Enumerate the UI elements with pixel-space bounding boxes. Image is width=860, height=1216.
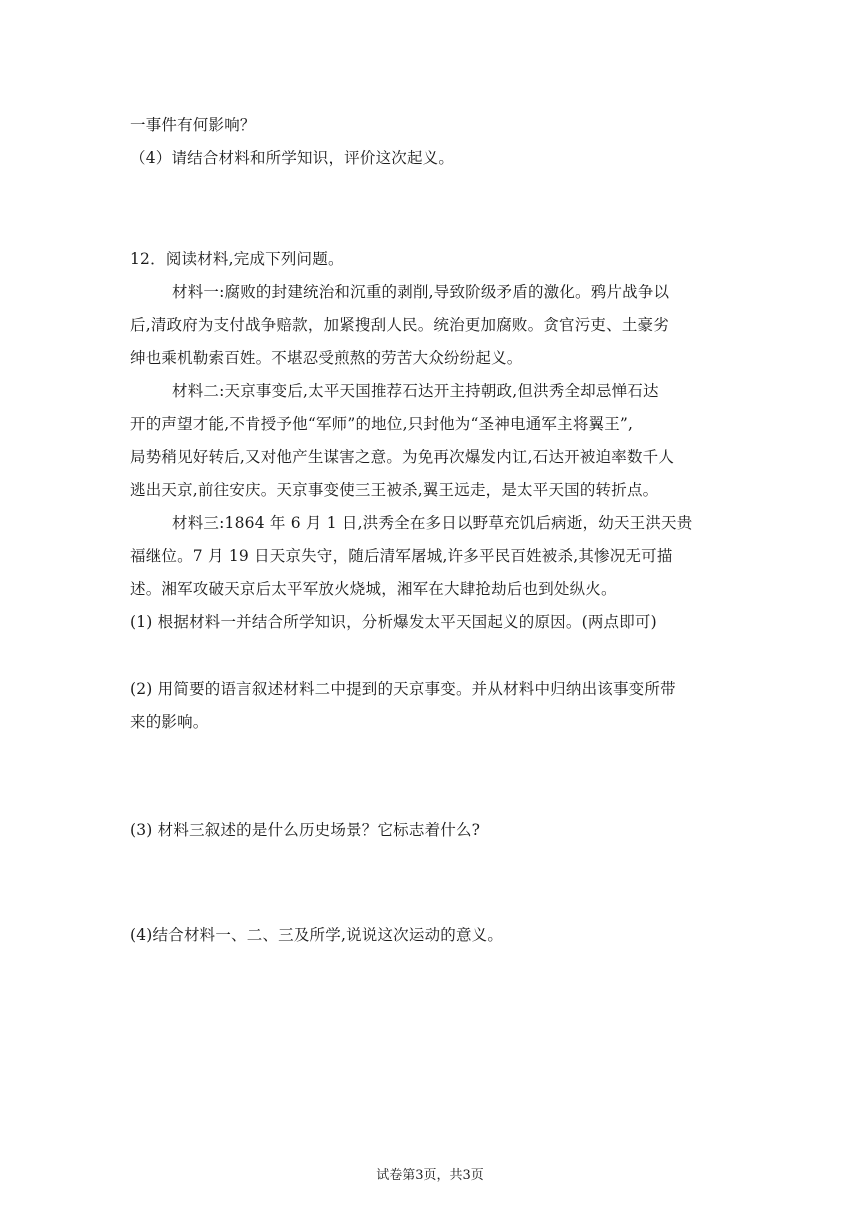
question-12-heading: 12．阅读材料,完成下列问题。 xyxy=(130,250,344,268)
material-2-line-2: 开的声望才能,不肯授予他“军师”的地位,只封他为“圣神电通军主将翼王”, xyxy=(130,415,634,433)
sub-question-2-line-1: (2) 用简要的语言叙述材料二中提到的天京事变。并从材料中归纳出该事变所带 xyxy=(130,680,676,698)
page-footer: 试卷第3页，共3页 xyxy=(376,1168,484,1183)
material-3-line-1: 材料三:1864 年 6 月 1 日,洪秀全在多日以野草充饥后病逝，幼天王洪天贵 xyxy=(172,514,693,532)
sub-question-3: (3) 材料三叙述的是什么历史场景？它标志着什么? xyxy=(130,821,481,839)
sub-question-4: (4)结合材料一、二、三及所学,说说这次运动的意义。 xyxy=(130,926,504,944)
prev-question-line-1: 一事件有何影响？ xyxy=(130,116,256,134)
material-3-line-2: 福继位。7 月 19 日天京失守，随后清军屠城,许多平民百姓被杀,其惨况无可描 xyxy=(130,547,673,565)
material-2-line-1: 材料二:天京事变后,太平天国推荐石达开主持朝政,但洪秀全却忌惮石达 xyxy=(172,382,659,400)
material-2-line-3: 局势稍见好转后,又对他产生谋害之意。为免再次爆发内讧,石达开被迫率数千人 xyxy=(130,448,675,466)
material-1-line-1: 材料一:腐败的封建统治和沉重的剥削,导致阶级矛盾的激化。鸦片战争以 xyxy=(172,283,670,301)
material-3-line-3: 述。湘军攻破天京后太平军放火烧城，湘军在大肆抢劫后也到处纵火。 xyxy=(130,580,617,598)
material-1-line-2: 后,清政府为支付战争赔款，加紧搜刮人民。统治更加腐败。贪官污吏、土豪劣 xyxy=(130,316,669,334)
sub-question-1: (1) 根据材料一并结合所学知识，分析爆发太平天国起义的原因。(两点即可) xyxy=(130,613,657,631)
sub-question-2-line-2: 来的影响。 xyxy=(130,713,209,731)
material-1-line-3: 绅也乘机勒索百姓。不堪忍受煎熬的劳苦大众纷纷起义。 xyxy=(130,349,523,367)
material-2-line-4: 逃出天京,前往安庆。天京事变使三王被杀,翼王远走，是太平天国的转折点。 xyxy=(130,481,659,499)
prev-question-line-2: （4）请结合材料和所学知识，评价这次起义。 xyxy=(130,149,455,167)
